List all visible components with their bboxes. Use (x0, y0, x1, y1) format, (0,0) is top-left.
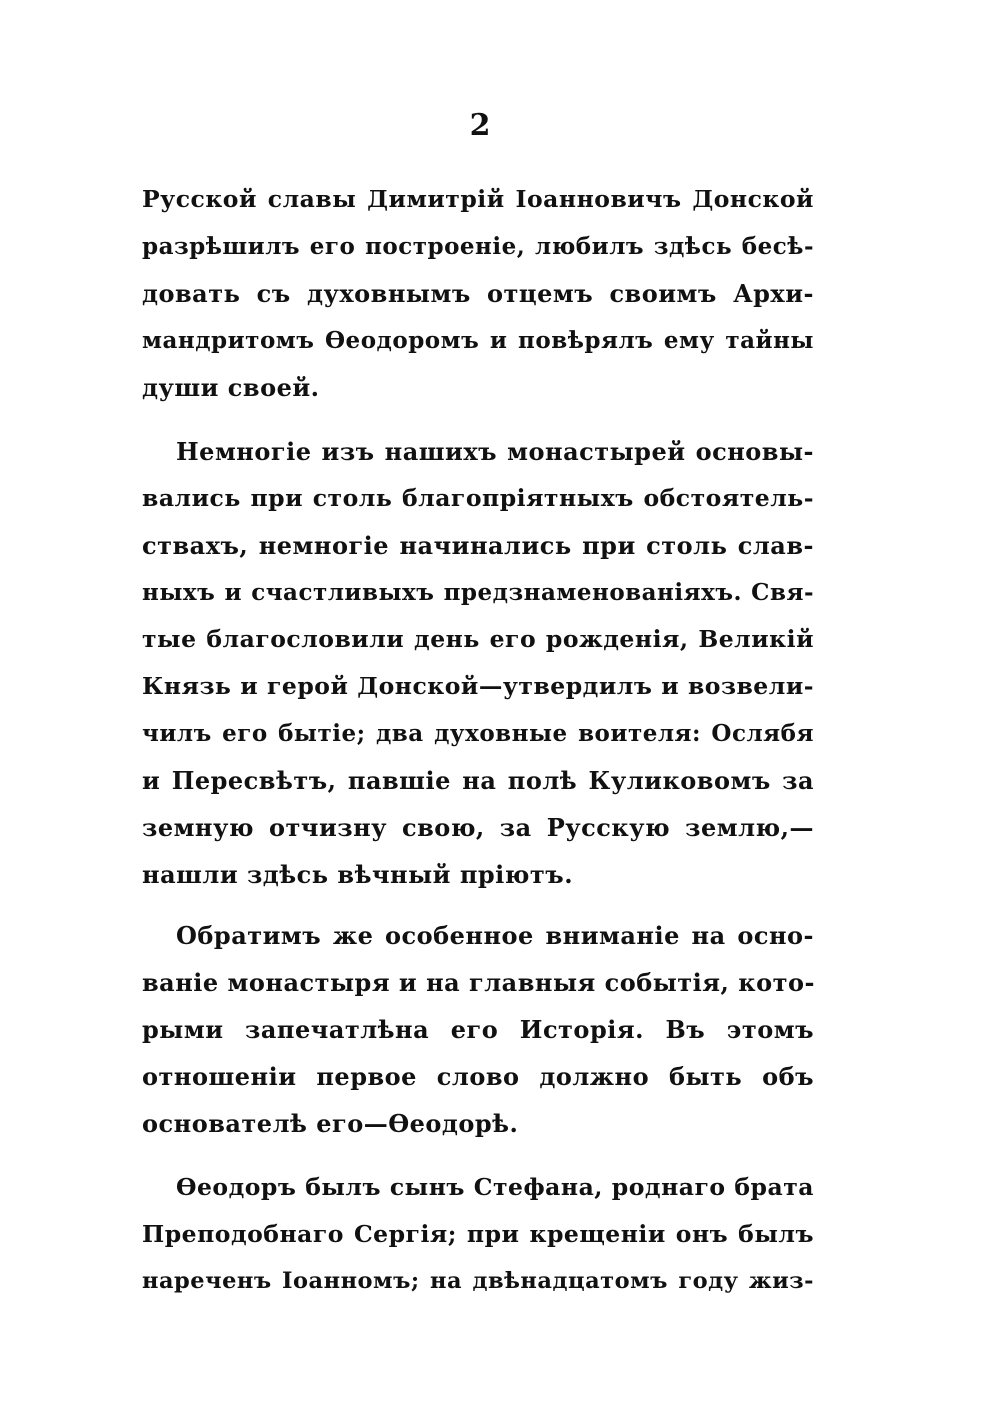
text-line: и Пересвѣтъ, павшіе на полѣ Куликовомъ за (142, 766, 814, 795)
text-line: Преподобнаго Сергія; при крещеніи онъ былъ (142, 1220, 814, 1248)
text-line: Немногіе изъ нашихъ монастырей основы- (176, 437, 814, 466)
text-line: вались при столь благопріятныхъ обстоятель- (142, 484, 814, 512)
paragraph-4 (142, 1164, 814, 1305)
text-line: ваніе монастыря и на главныя событія, кото- (142, 968, 815, 997)
paragraph-3 (142, 912, 814, 1147)
text-line: Обратимъ же особенное вниманіе на осно- (176, 921, 814, 950)
text-line: рыми запечатлѣна его Исторія. Въ этомъ (142, 1015, 814, 1044)
text-line: разрѣшилъ его построеніе, любилъ здѣсь бесѣ- (142, 233, 814, 260)
text-line: ствахъ, немногіе начинались при столь слав- (142, 531, 814, 560)
text-line: нареченъ Іоанномъ; на двѣнадцатомъ году жиз- (142, 1268, 814, 1294)
paragraph-2 (142, 428, 814, 898)
text-line: основателѣ его—Ѳеодорѣ. (142, 1109, 519, 1138)
text-line: тые благословили день его рожденія, Великій (142, 625, 814, 653)
paragraph-1 (142, 176, 814, 411)
text-line: души своей. (142, 373, 320, 402)
text-line: довать съ духовнымъ отцемъ своимъ Архи- (142, 279, 814, 308)
text-line: Князь и герой Донской—утвердилъ и возвели- (142, 672, 814, 700)
text-line: мандритомъ Ѳеодоромъ и повѣрялъ ему тайны (142, 327, 814, 354)
text-line: чилъ его бытіе; два духовные воителя: Ослябя (142, 720, 814, 747)
text-line: ныхъ и счастливыхъ предзнаменованіяхъ. Свя- (142, 579, 814, 606)
text-line: нашли здѣсь вѣчный пріютъ. (142, 860, 574, 889)
text-line: земную отчизну свою, за Русскую землю,— (142, 813, 814, 842)
text-line: Ѳеодоръ былъ сынъ Стефана, роднаго брата (176, 1173, 814, 1201)
page-number: 2 (469, 108, 491, 143)
text-line: отношеніи первое слово должно быть объ (142, 1062, 814, 1091)
text-line: Русской славы Димитрій Іоанновичъ Донской (142, 185, 814, 213)
